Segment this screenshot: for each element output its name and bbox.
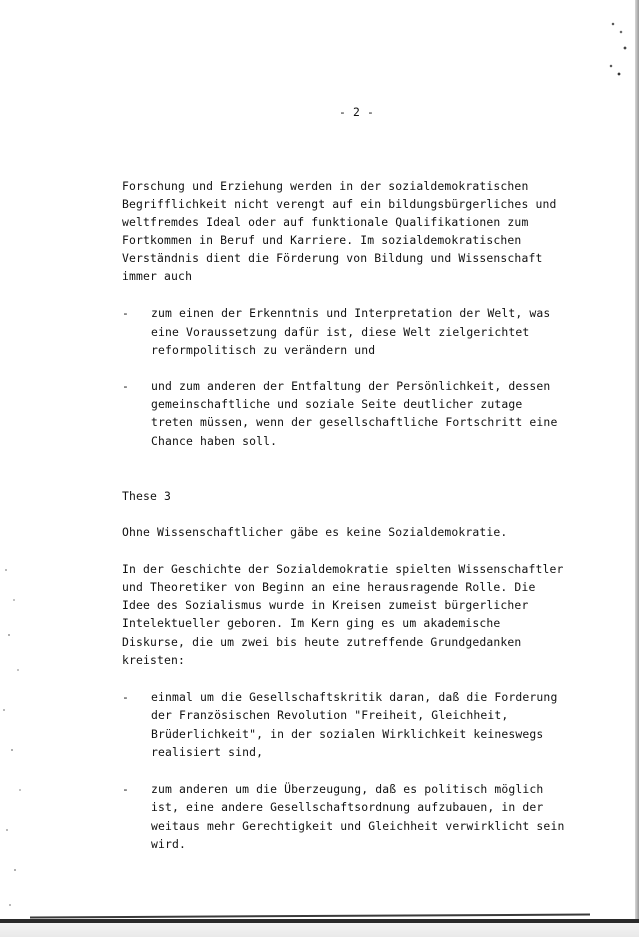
bullet-4-marker: - — [122, 782, 129, 796]
bullet-2-line-3: treten müssen, wenn der gesellschaftliche Fortschritt eine — [151, 415, 558, 429]
paragraph-2-line-3: Idee des Sozialismus wurde in Kreisen zumeist bürgerlicher — [122, 598, 529, 612]
bullet-1-marker: - — [122, 306, 129, 320]
bullet-4-line-2: ist, eine andere Gesellschaftsordnung aufzubauen, in der — [151, 800, 544, 814]
bullet-3-line-2: der Französischen Revolution "Freiheit, Gleichheit, — [151, 708, 509, 722]
paragraph-2-line-4: Intelektueller geboren. Im Kern ging es um akademische — [122, 616, 501, 630]
paragraph-2-line-6: kreisten: — [122, 653, 186, 667]
paragraph-1-line-3: weltfremdes Ideal oder auf funktionale Qualifikationen zum — [122, 215, 529, 229]
bullet-2-line-2: gemeinschaftliche und soziale Seite deutlicher zutage — [151, 397, 523, 411]
bullet-3-line-1: einmal um die Gesellschaftskritik daran, daß die Forderung — [151, 690, 558, 704]
paragraph-2-line-2: und Theoretiker von Beginn an eine herausragende Rolle. Die — [122, 580, 536, 594]
bullet-4-line-1: zum anderen um die Überzeugung, daß es politisch möglich — [151, 782, 544, 796]
bullet-1-line-3: reformpolitisch zu verändern und — [151, 343, 376, 357]
paragraph-1-line-4: Fortkommen in Beruf und Karriere. Im sozialdemokratischen — [122, 233, 522, 247]
scan-speckle-top-right — [605, 18, 631, 78]
scan-speckle-left-margin — [0, 560, 28, 920]
bullet-1-line-2: eine Voraussetzung dafür ist, diese Welt zielgerichtet — [151, 325, 530, 339]
paragraph-1-line-5: Verständnis dient die Förderung von Bildung und Wissenschaft — [122, 251, 543, 265]
bullet-2-marker: - — [122, 379, 129, 393]
paragraph-2-line-1: In der Geschichte der Sozialdemokratie spielten Wissenschaftler — [122, 562, 564, 576]
scan-right-edge — [635, 0, 639, 937]
bullet-2-line-1: und zum anderen der Entfaltung der Persönlichkeit, dessen — [151, 379, 551, 393]
bullet-4-line-3: weitaus mehr Gerechtigkeit und Gleichheit verwirklicht sein — [151, 819, 565, 833]
bullet-1-line-1: zum einen der Erkenntnis und Interpretation der Welt, was — [151, 306, 551, 320]
bullet-3-line-3: Brüderlichkeit", in der sozialen Wirklichkeit keineswegs — [151, 727, 544, 741]
bullet-2-line-4: Chance haben soll. — [151, 434, 278, 448]
thesis-statement: Ohne Wissenschaftlicher gäbe es keine Sozialdemokratie. — [122, 525, 508, 539]
thesis-heading: These 3 — [122, 489, 172, 503]
paragraph-2-line-5: Diskurse, die um zwei bis heute zutreffende Grundgedanken — [122, 635, 522, 649]
paragraph-1-line-2: Begrifflichkeit nicht verengt auf ein bildungsbürgerliches und — [122, 197, 557, 211]
bullet-3-marker: - — [122, 690, 129, 704]
paragraph-1-line-1: Forschung und Erziehung werden in der sozialdemokratischen — [122, 179, 529, 193]
scan-bottom-edge — [0, 907, 639, 937]
paragraph-1-line-6: immer auch — [122, 269, 193, 283]
page-number: - 2 - — [339, 105, 375, 119]
bullet-4-line-4: wird. — [151, 837, 187, 851]
bullet-3-line-4: realisiert sind, — [151, 745, 264, 759]
